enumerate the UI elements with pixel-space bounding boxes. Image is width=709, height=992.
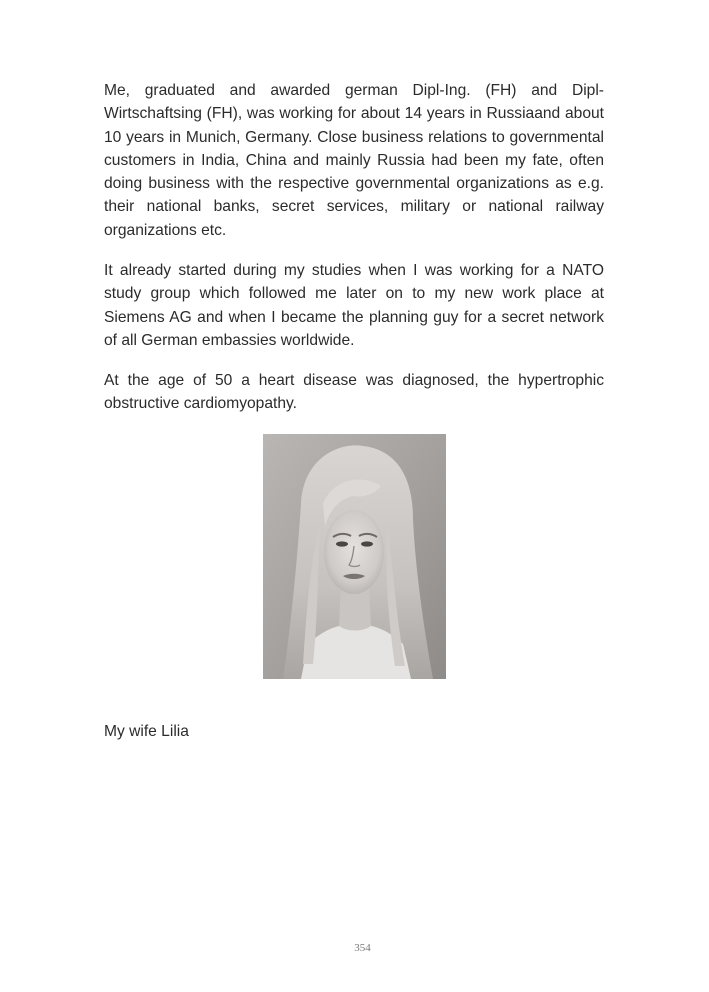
body-paragraph-3: At the age of 50 a heart disease was diagnosed, the hypertrophic obstructive cardiomyopathy. [104, 372, 604, 413]
photo-caption: My wife Lilia [104, 723, 189, 740]
body-paragraph-2: It already started during my studies when I was working for a NATO study group which followed me later on to my new work place at Siemens AG and when I became the planning guy for a secret network of all German embassies worldwide. [104, 262, 604, 349]
page-number: 354 [354, 942, 371, 954]
portrait-photo [263, 434, 446, 679]
body-paragraph-1: Me, graduated and awarded german Dipl-Ing. (FH) and Dipl-Wirtschaftsing (FH), was working for about 14 years in Russiaand about 10 years in Munich, Germany. Close business relations to governmental customers in India, China and mainly Russia had been my fate, often doing business with the respective governmental organizations as e.g. their national banks, secret services, military or national railway organizations etc. [104, 82, 604, 239]
